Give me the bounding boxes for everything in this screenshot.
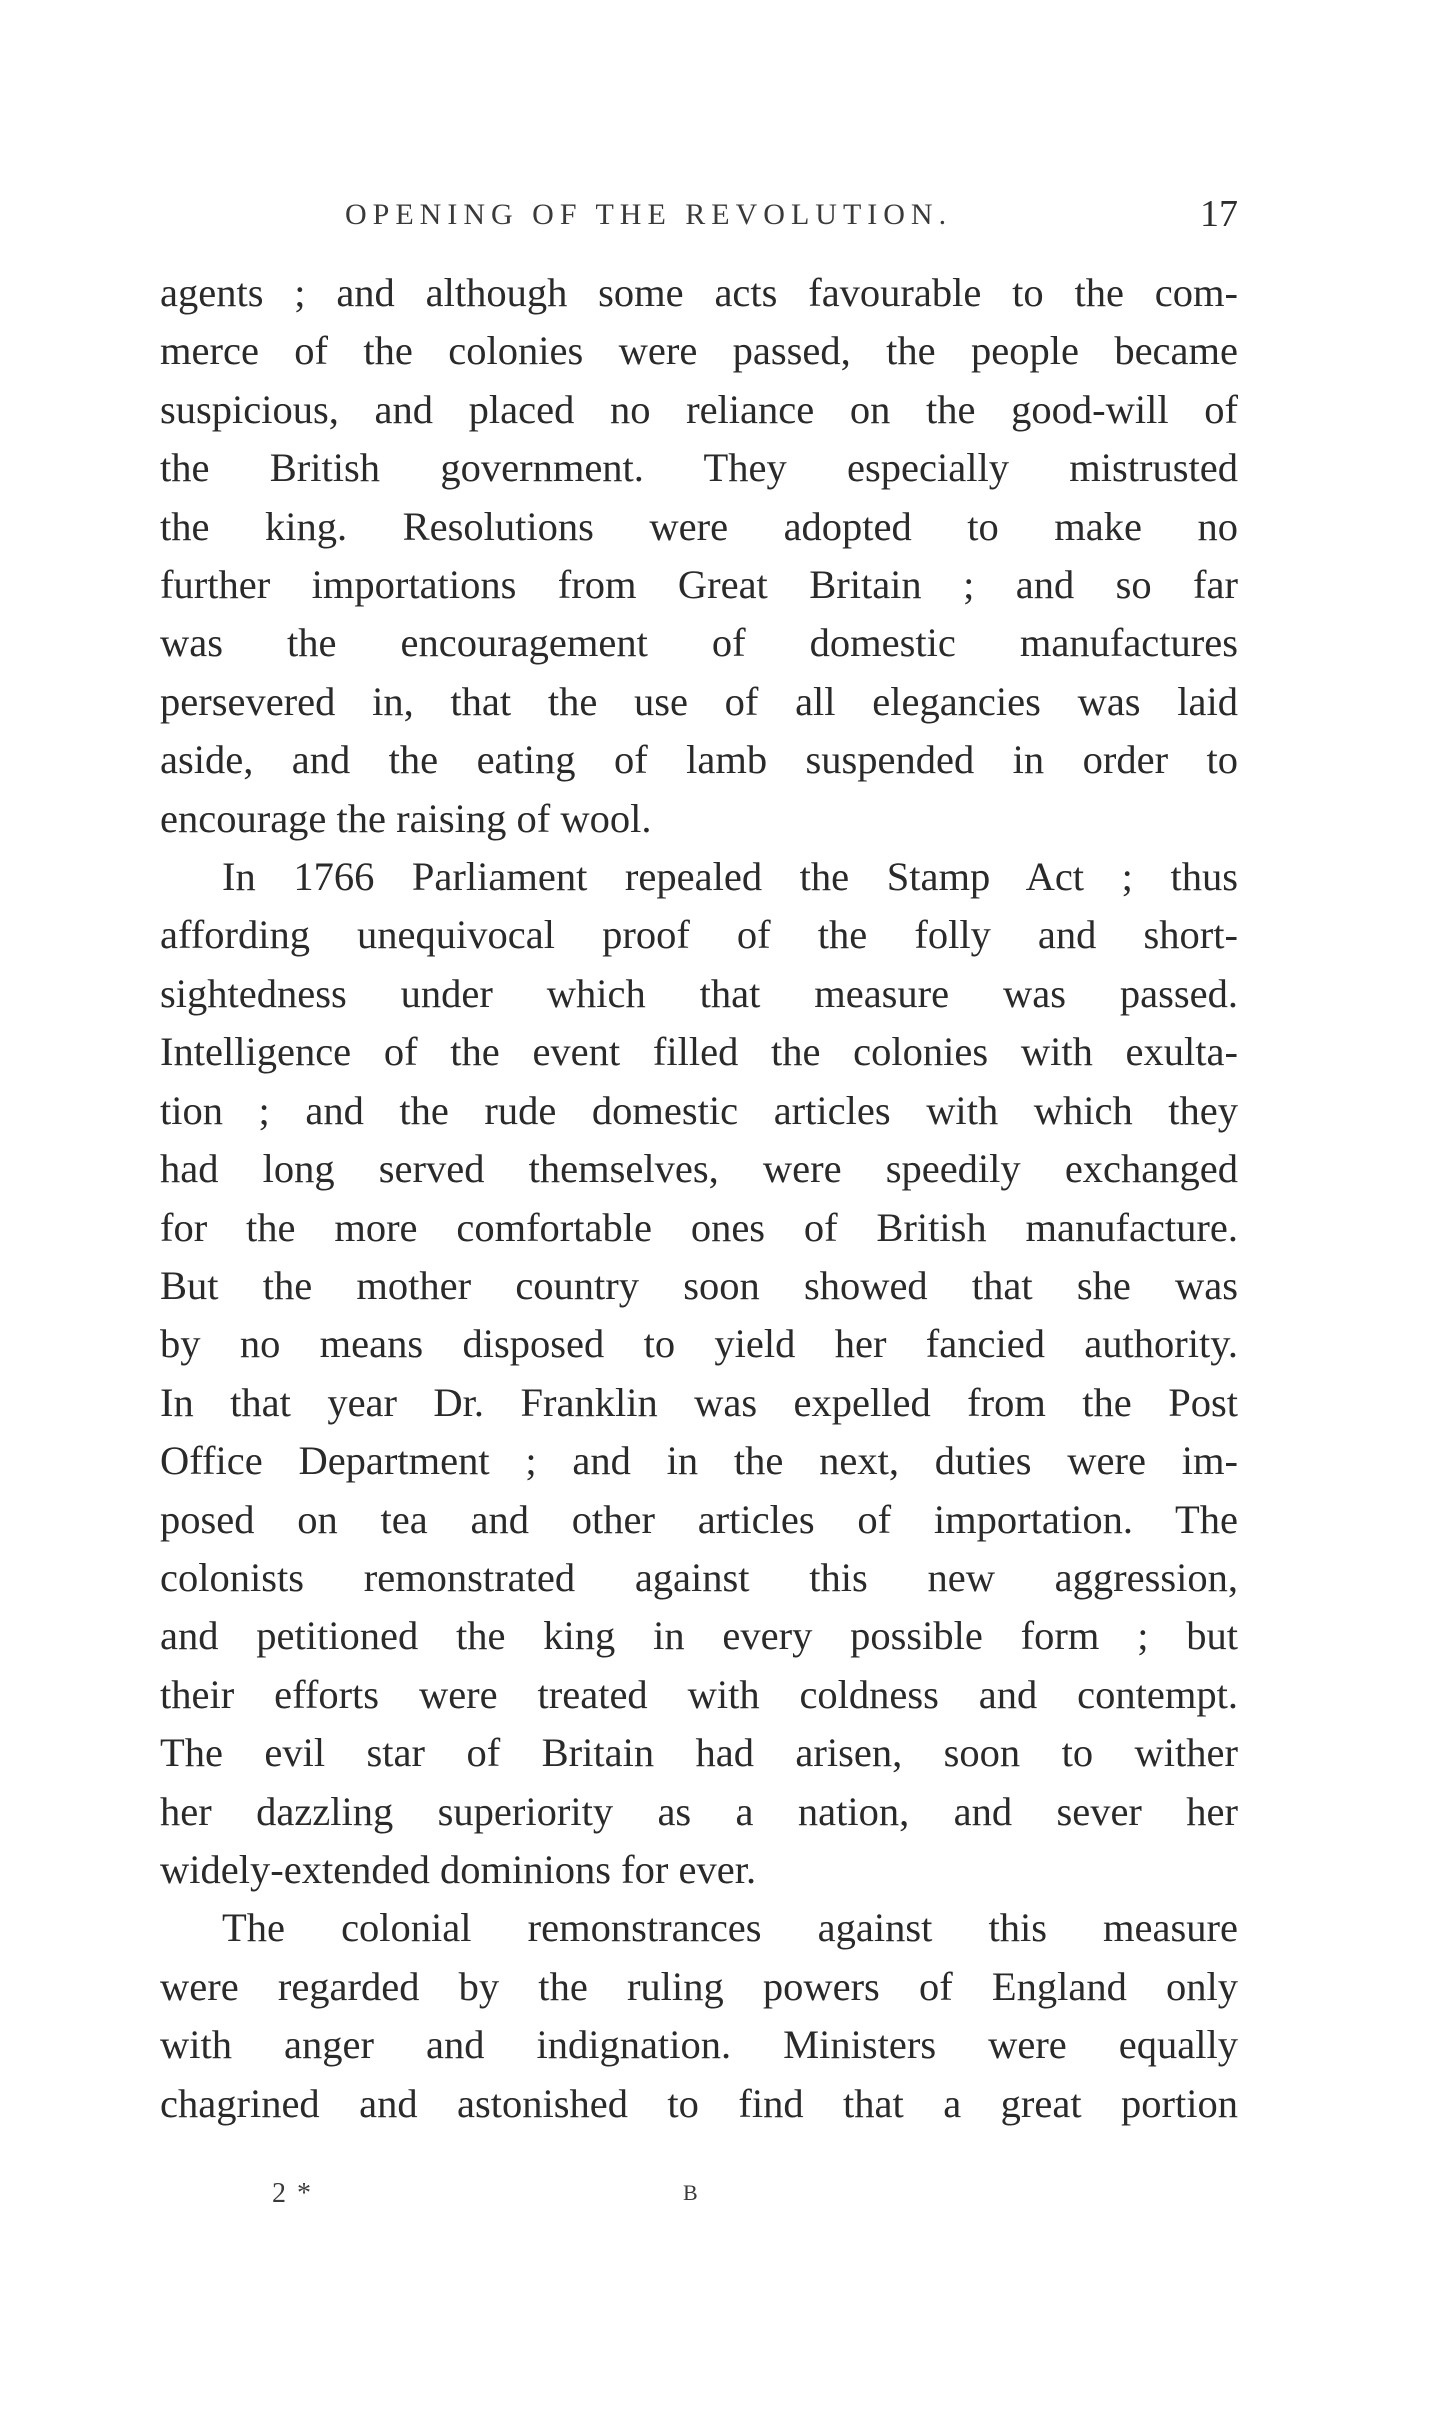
text-line: the British government. They especially mistrusted <box>160 445 1238 491</box>
text-line: In that year Dr. Franklin was expelled from the Post <box>160 1379 1238 1425</box>
text-line: were regarded by the ruling powers of England only <box>160 1963 1238 2009</box>
text-line: widely-extended dominions for ever. <box>160 1846 757 1892</box>
text-line: sightedness under which that measure was passed. <box>160 970 1238 1016</box>
text-line: affording unequivocal proof of the folly and short- <box>160 912 1238 958</box>
text-line: posed on tea and other articles of importation. The <box>160 1496 1238 1542</box>
text-line: aside, and the eating of lamb suspended in order to <box>160 737 1238 783</box>
text-line: colonists remonstrated against this new aggression, <box>160 1554 1238 1600</box>
running-head: OPENING OF THE REVOLUTION. <box>345 198 953 231</box>
page-number: 17 <box>1200 193 1238 235</box>
signature-letter: B <box>683 2180 698 2205</box>
text-line: further importations from Great Britain ; and so far <box>160 562 1238 608</box>
text-line: suspicious, and placed no reliance on the good-will of <box>160 386 1238 432</box>
text-line: Intelligence of the event filled the colonies with exulta- <box>160 1029 1238 1075</box>
text-line: chagrined and astonished to find that a great portion <box>160 2080 1238 2126</box>
text-line: The evil star of Britain had arisen, soon to wither <box>160 1730 1238 1776</box>
signature-mark: 2 * <box>272 2178 313 2209</box>
text-line: for the more comfortable ones of British manufacture. <box>160 1204 1238 1250</box>
text-line: the king. Resolutions were adopted to make no <box>160 503 1238 549</box>
paragraph-3 <box>160 1899 1238 2133</box>
body-text <box>160 264 1238 2133</box>
paragraph-1 <box>160 264 1238 848</box>
text-line: agents ; and although some acts favourable to the com- <box>160 270 1238 315</box>
text-line: merce of the colonies were passed, the people became <box>160 328 1238 374</box>
text-line: with anger and indignation. Ministers were equally <box>160 2022 1238 2068</box>
text-line: had long served themselves, were speedily exchanged <box>160 1146 1238 1192</box>
text-line: But the mother country soon showed that she was <box>160 1262 1238 1308</box>
text-line: persevered in, that the use of all elegancies was laid <box>160 678 1238 724</box>
text-line: The colonial remonstrances against this measure <box>222 1905 1238 1951</box>
page-header <box>160 192 1238 248</box>
text-line: tion ; and the rude domestic articles with which they <box>160 1087 1238 1133</box>
text-line: was the encouragement of domestic manufactures <box>160 620 1238 666</box>
text-line: their efforts were treated with coldness and contempt. <box>160 1671 1238 1717</box>
text-line: encourage the raising of wool. <box>160 795 652 841</box>
paragraph-2 <box>160 848 1238 1899</box>
text-line: and petitioned the king in every possible form ; but <box>160 1613 1238 1659</box>
text-line: In 1766 Parliament repealed the Stamp Act ; thus <box>222 854 1238 900</box>
text-line: her dazzling superiority as a nation, and sever her <box>160 1788 1238 1834</box>
text-line: by no means disposed to yield her fancied authority. <box>160 1321 1238 1367</box>
text-line: Office Department ; and in the next, duties were im- <box>160 1438 1238 1484</box>
